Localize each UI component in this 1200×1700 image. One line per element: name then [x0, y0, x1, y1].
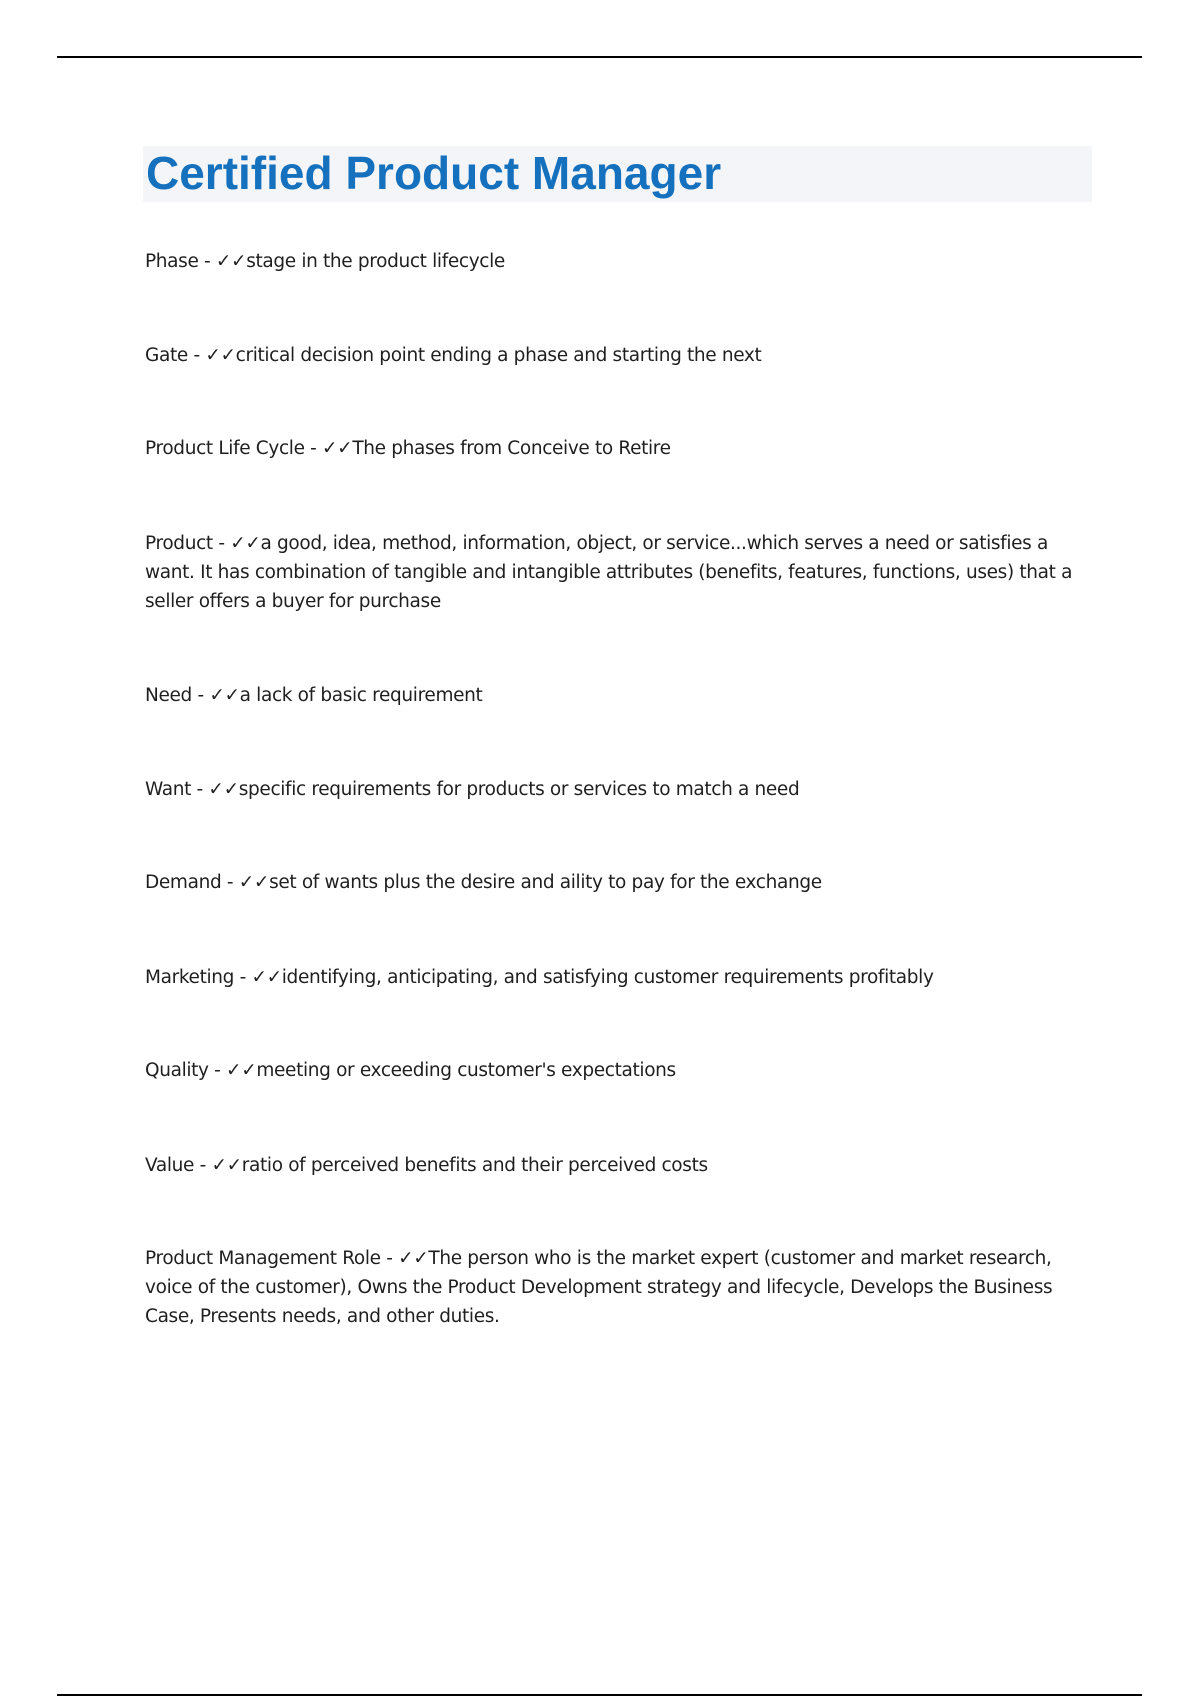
entry-separator: - [208, 1060, 227, 1081]
entry-separator: - [194, 1155, 212, 1176]
entry-separator: - [380, 1248, 399, 1269]
entry-separator: - [212, 533, 231, 554]
entry-definition: meeting or exceeding customer's expectations [256, 1060, 676, 1081]
page-title: Certified Product Manager [146, 147, 722, 199]
entry-value [145, 1151, 1080, 1180]
entry-definition: identifying, anticipating, and satisfying customer requirements profitably [281, 967, 934, 988]
entry-separator: - [221, 872, 239, 893]
entry-marketing [145, 963, 1080, 992]
entry-term: Gate [145, 345, 188, 366]
entry-definition: specific requirements for products or services to match a need [238, 779, 800, 800]
entry-product-life-cycle [145, 434, 1080, 463]
entry-phase [145, 247, 1080, 276]
entry-separator: - [234, 967, 252, 988]
double-check-icon: ✓✓ [215, 251, 247, 272]
entry-definition: stage in the product lifecycle [246, 251, 505, 272]
entry-definition: The phases from Conceive to Retire [352, 438, 671, 459]
entry-definition: critical decision point ending a phase and starting the next [235, 345, 762, 366]
entry-term: Product Life Cycle [145, 438, 305, 459]
double-check-icon: ✓✓ [238, 872, 270, 893]
double-check-icon: ✓✓ [230, 533, 261, 554]
bottom-rule [57, 1694, 1142, 1696]
double-check-icon: ✓✓ [209, 685, 240, 706]
entry-want [145, 775, 1080, 804]
entry-term: Need [145, 685, 192, 706]
double-check-icon: ✓✓ [205, 345, 236, 366]
entry-product [145, 529, 1080, 616]
entry-demand [145, 868, 1080, 897]
entry-definition: a good, idea, method, information, object, or service...which serves a need or satisfies a want. It has combination of tangible and intangible attributes (benefits, features, functions, uses) that a seller offers a buyer for purchase [145, 533, 1073, 612]
entry-definition: a lack of basic requirement [239, 685, 483, 706]
entry-definition: The person who is the market expert (customer and market research, voice of the customer), Owns the Product Development strategy and lifecycle, Develops the Business Case, Presents needs, and other duties. [145, 1248, 1053, 1327]
entry-quality [145, 1056, 1080, 1085]
entry-separator: - [304, 438, 322, 459]
entry-term: Value [145, 1155, 195, 1176]
entry-term: Product [145, 533, 213, 554]
entry-term: Want [145, 779, 192, 800]
entry-term: Quality [145, 1060, 209, 1081]
entry-term: Product Management Role [145, 1248, 381, 1269]
double-check-icon: ✓✓ [211, 1155, 242, 1176]
entry-separator: - [198, 251, 216, 272]
entry-definition: set of wants plus the desire and aility to pay for the exchange [269, 872, 822, 893]
entry-product-management-role [145, 1244, 1080, 1331]
entry-term: Phase [145, 251, 199, 272]
double-check-icon: ✓✓ [208, 779, 239, 800]
entry-separator: - [191, 685, 210, 706]
double-check-icon: ✓✓ [226, 1060, 257, 1081]
entry-need [145, 681, 1080, 710]
entry-definition: ratio of perceived benefits and their perceived costs [241, 1155, 708, 1176]
double-check-icon: ✓✓ [322, 438, 353, 459]
top-rule [57, 56, 1142, 58]
entry-term: Demand [145, 872, 222, 893]
double-check-icon: ✓✓ [398, 1248, 429, 1269]
entry-separator: - [191, 779, 209, 800]
entry-gate [145, 341, 1080, 370]
entry-term: Marketing [145, 967, 235, 988]
entry-separator: - [187, 345, 206, 366]
double-check-icon: ✓✓ [251, 967, 282, 988]
